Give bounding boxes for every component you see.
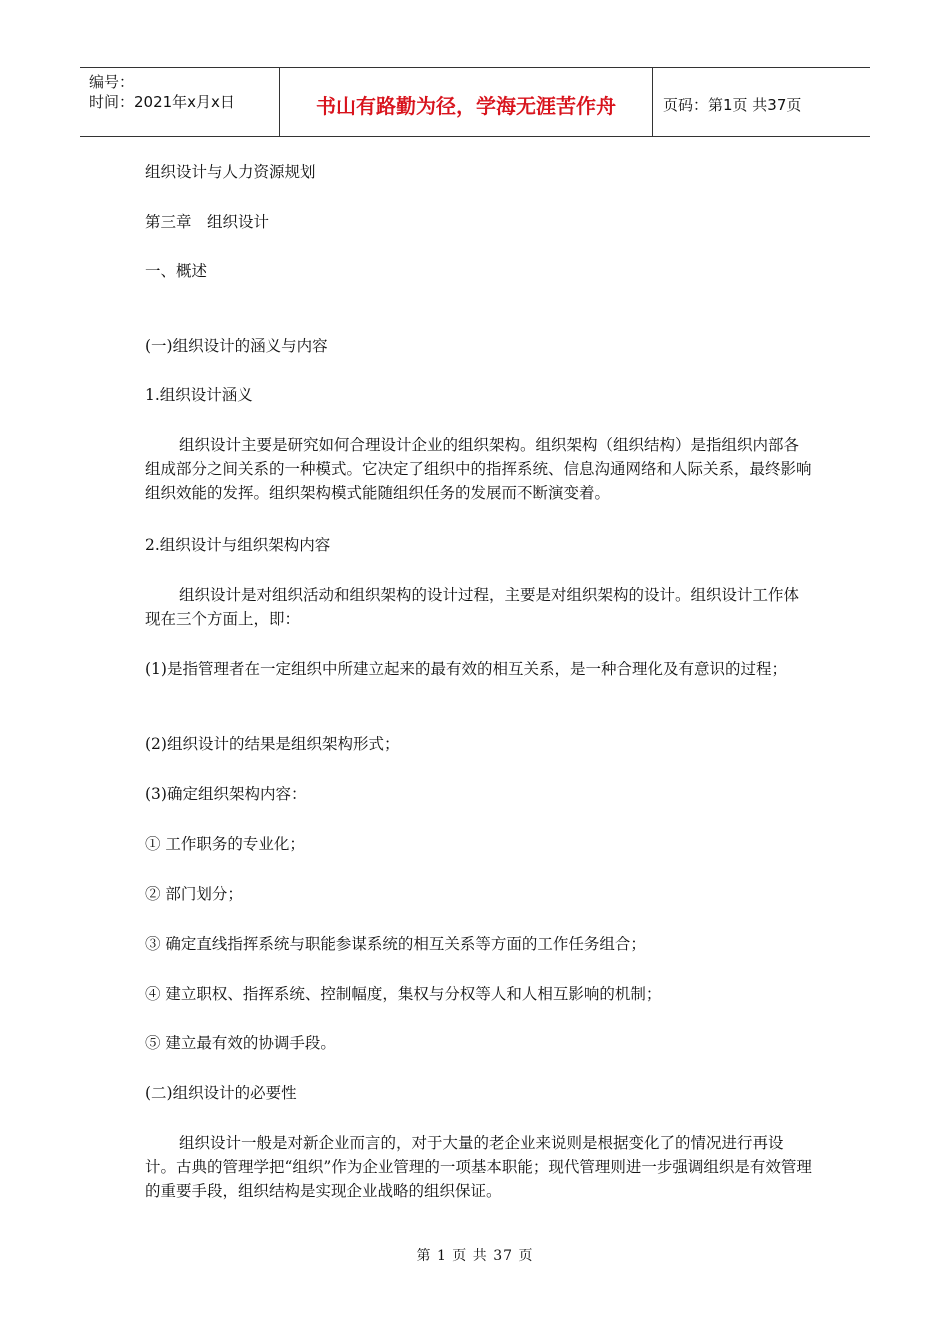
subsection-heading: (一)组织设计的涵义与内容 <box>145 337 328 355</box>
date-label: 时间：2021年x月x日 <box>89 93 235 111</box>
item-title: 2.组织设计与组织架构内容 <box>145 536 331 554</box>
list-item: ① 工作职务的专业化； <box>145 835 305 853</box>
list-item: ⑤ 建立最有效的协调手段。 <box>145 1034 336 1052</box>
doc-title: 组织设计与人力资源规划 <box>145 163 316 181</box>
list-item: ② 部门划分； <box>145 885 243 903</box>
section-heading: 一、概述 <box>145 262 208 280</box>
paragraph: 组织设计一般是对新企业而言的，对于大量的老企业来说则是根据变化了的情况进行再设计。古典的管理学把“组织”作为企业管理的一项基本职能；现代管理则进一步强调组织是有效管理的重要手段，组织结构是实现企业战略的组织保证。 <box>145 1134 812 1200</box>
list-item: (2)组织设计的结果是组织架构形式； <box>145 735 400 753</box>
list-item: (1)是指管理者在一定组织中所建立起来的最有效的相互关系，是一种合理化及有意识的过程； <box>145 660 787 678</box>
list-item: ③ 确定直线指挥系统与职能参谋系统的相互关系等方面的工作任务组合； <box>145 935 646 953</box>
number-label: 编号： <box>89 73 135 91</box>
header-motto: 书山有路勤为径，学海无涯苦作舟 <box>280 68 653 136</box>
paragraph: 组织设计主要是研究如何合理设计企业的组织架构。组织架构（组织结构）是指组织内部各组成部分之间关系的一种模式。它决定了组织中的指挥系统、信息沟通网络和人际关系，最终影响组织效能的发挥。组织架构模式能随组织任务的发展而不断演变着。 <box>145 436 812 502</box>
page-header <box>80 67 870 137</box>
header-page-label: 页码：第1页 共37页 <box>663 95 802 114</box>
list-item: (3)确定组织架构内容： <box>145 785 307 803</box>
list-item: ④ 建立职权、指挥系统、控制幅度，集权与分权等人和人相互影响的机制； <box>145 985 662 1003</box>
page-footer: 第 1 页 共 37 页 <box>416 1248 534 1264</box>
paragraph: 组织设计是对组织活动和组织架构的设计过程，主要是对组织架构的设计。组织设计工作体现在三个方面上，即： <box>145 586 800 628</box>
header-meta <box>80 68 280 136</box>
chapter-heading: 第三章 组织设计 <box>145 213 270 231</box>
subsection-heading: (二)组织设计的必要性 <box>145 1084 297 1102</box>
item-title: 1.组织设计涵义 <box>145 386 253 404</box>
